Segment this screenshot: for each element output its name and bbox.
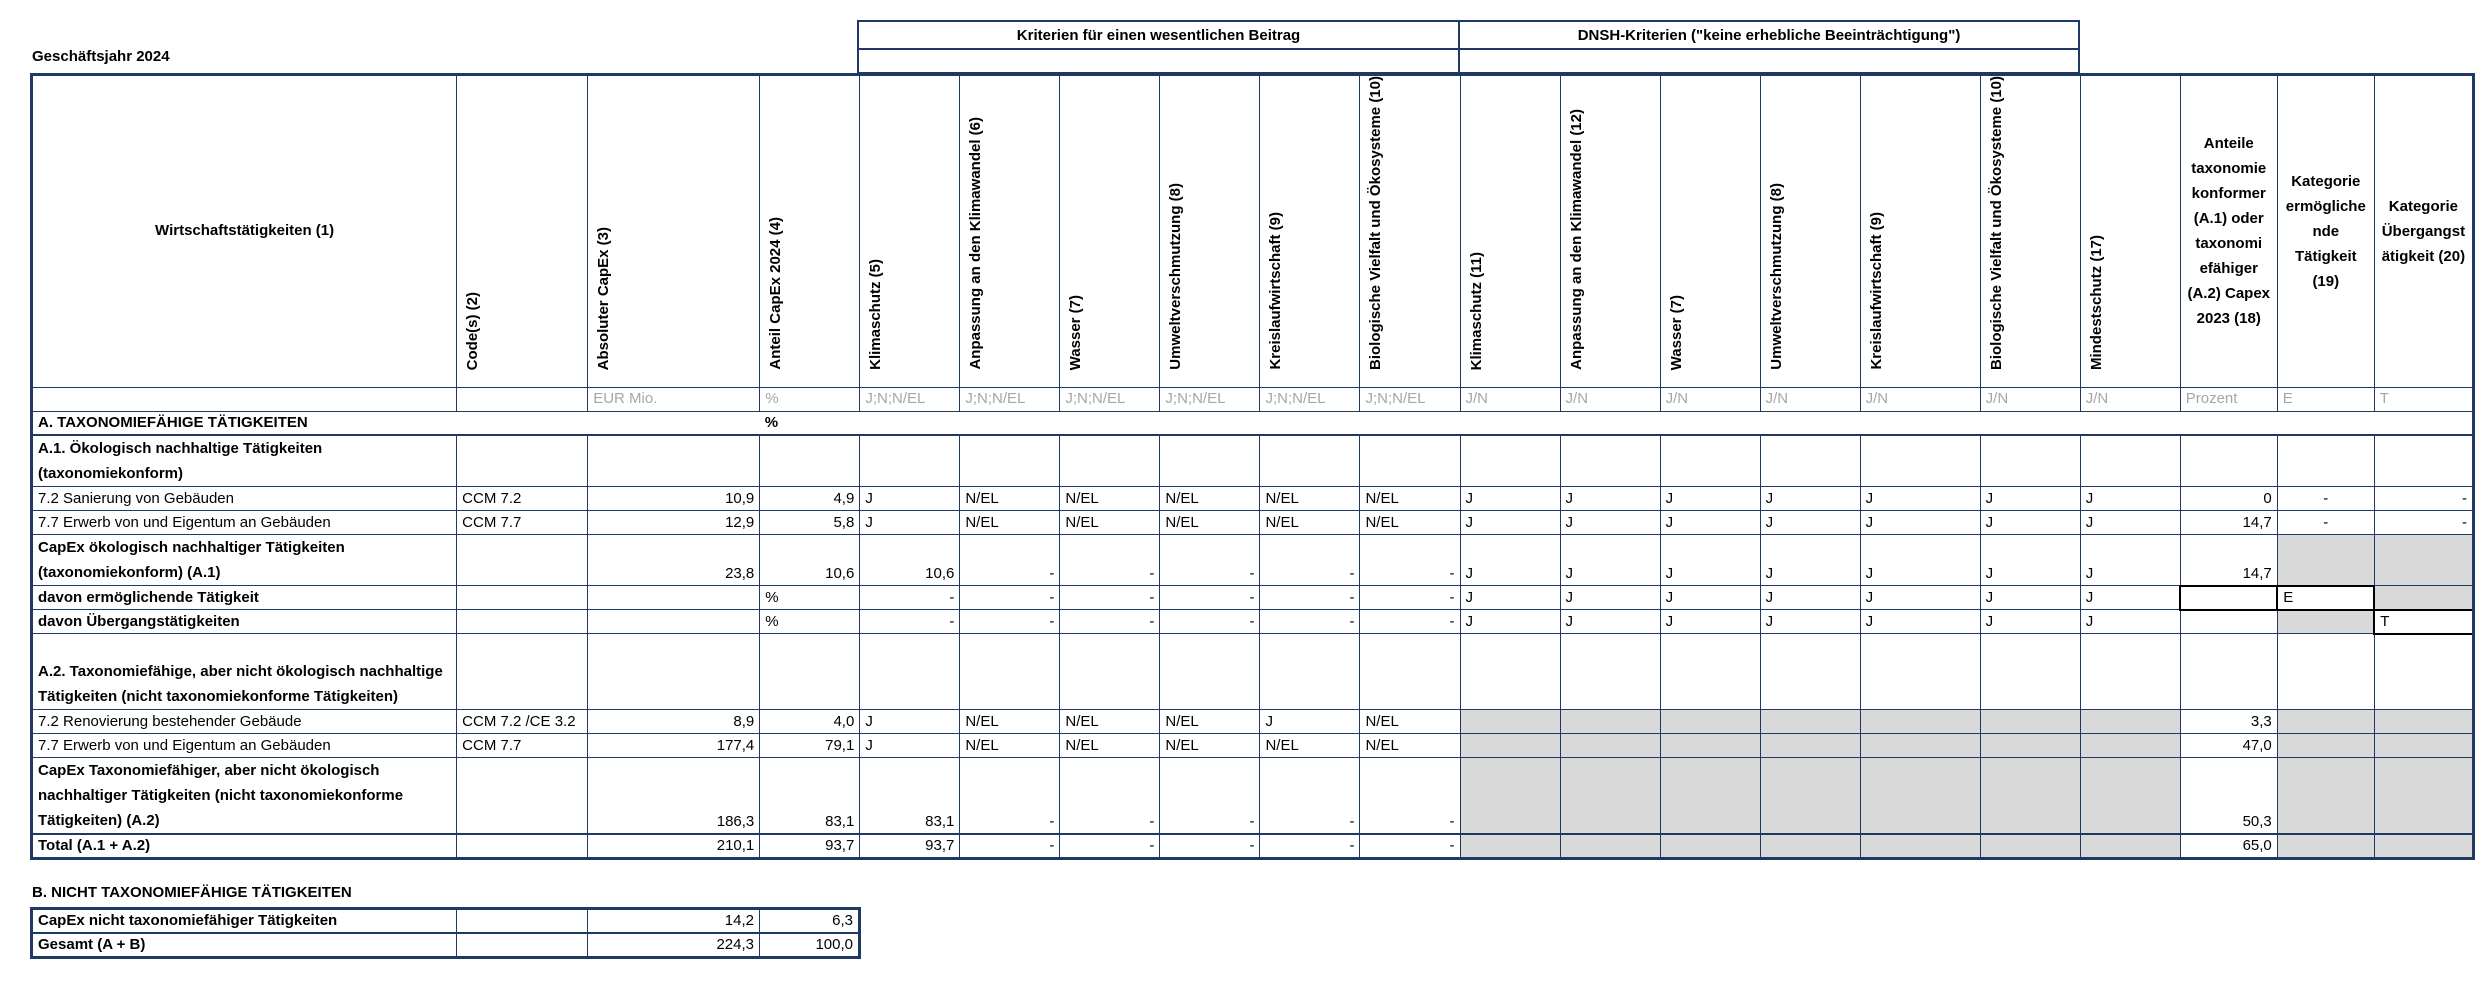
b-total-label: Gesamt (A + B) [32,933,457,958]
activity-name: 7.2 Sanierung von Gebäuden [32,487,457,511]
dnsh-gray-cell [1560,734,1660,758]
activity-share-prev: 3,3 [2180,710,2277,734]
col-d12: Anpassung an den Klimawandel (12) [1560,75,1660,388]
a1-total-d11: J [1460,535,1560,586]
criterion-value: N/EL [960,734,1060,758]
col-d16: Biologische Vielfalt und Ökosysteme (10) [1980,75,2080,388]
criterion-value: N/EL [1060,710,1160,734]
criterion-value: N/EL [1160,511,1260,535]
unit-d12: J/N [1560,387,1660,411]
transition-c5: - [860,610,960,634]
criterion-value: J [860,511,960,535]
total-c9: - [1260,834,1360,859]
a2-total-c10: - [1360,758,1460,835]
transition-d12: J [1560,610,1660,634]
col-d11: Klimaschutz (11) [1460,75,1560,388]
activity-share-prev: 14,7 [2180,511,2277,535]
unit-c6: J;N;N/EL [960,387,1060,411]
activity-name: 7.2 Renovierung bestehender Gebäude [32,710,457,734]
a1-total-d13: J [1660,535,1760,586]
col-c6: Anpassung an den Klimawandel (6) [960,75,1060,388]
dnsh-value: J [1660,511,1760,535]
a1-total-c9: - [1260,535,1360,586]
criterion-value: N/EL [960,511,1060,535]
enabling-d16: J [1980,586,2080,610]
enabling-c8: - [1160,586,1260,610]
unit-d14: J/N [1760,387,1860,411]
total-c7: - [1060,834,1160,859]
transition-t: T [2374,610,2473,634]
a2-total-row [32,758,2474,835]
a1-total-d16: J [1980,535,2080,586]
criterion-value: N/EL [960,710,1060,734]
activity-code: CCM 7.2 /CE 3.2 [457,710,588,734]
dnsh-gray-cell [1860,710,1980,734]
dnsh-value: J [1760,511,1860,535]
taxonomy-capex-table [30,73,2475,860]
criterion-value: N/EL [1360,487,1460,511]
a2-total-label: CapEx Taxonomiefähiger, aber nicht ökologisch nachhaltiger Tätigkeiten (nicht taxonomiekonforme Tätigkeiten) (A.2) [32,758,457,835]
section-a-pct: % [760,411,2474,435]
dnsh-gray-cell [1460,734,1560,758]
dnsh-gray-cell [1560,710,1660,734]
activity-share-prev: 0 [2180,487,2277,511]
col-d14: Umweltverschmutzung (8) [1760,75,1860,388]
col-d15: Kreislaufwirtschaft (9) [1860,75,1980,388]
transition-c7: - [1060,610,1160,634]
transition-d11: J [1460,610,1560,634]
activity-name: 7.7 Erwerb von und Eigentum an Gebäuden [32,511,457,535]
enabling-share: % [760,586,860,610]
b-capex-abs: 14,2 [588,909,760,934]
transition-d17: J [2080,610,2180,634]
unit-d17: J/N [2080,387,2180,411]
criterion-value: N/EL [1060,487,1160,511]
criterion-value: N/EL [1060,734,1160,758]
unit-c8: J;N;N/EL [1160,387,1260,411]
a2-total-c6: - [960,758,1060,835]
activity-code: CCM 7.7 [457,511,588,535]
a1-total-share: 10,6 [760,535,860,586]
enabling-d15: J [1860,586,1980,610]
transition-gray-cell [2374,710,2473,734]
transition-row [32,610,2474,634]
dnsh-value: J [1560,511,1660,535]
transition-label: davon Übergangstätigkeiten [32,610,457,634]
a1-total-c7: - [1060,535,1160,586]
section-a-title: A. TAXONOMIEFÄHIGE TÄTIGKEITEN [32,411,760,435]
col-transition: Kategorie Übergangst ätigkeit (20) [2374,75,2473,388]
header-row [32,75,2474,388]
dnsh-value: J [1860,511,1980,535]
unit-transition: T [2374,387,2473,411]
enabling-gray-cell [2277,710,2374,734]
table-row [32,487,2474,511]
activity-share-capex: 4,9 [760,487,860,511]
enabling-c7: - [1060,586,1160,610]
activity-share-capex: 5,8 [760,511,860,535]
criterion-value: N/EL [1360,511,1460,535]
col-activity: Wirtschaftstätigkeiten (1) [32,75,457,388]
activity-abs-capex: 177,4 [588,734,760,758]
a1-total-c6: - [960,535,1060,586]
activity-abs-capex: 8,9 [588,710,760,734]
criterion-value: J [1260,710,1360,734]
transition-d14: J [1760,610,1860,634]
b-total-row [32,933,860,958]
b-capex-label: CapEx nicht taxonomiefähiger Tätigkeiten [32,909,457,934]
section-b-table [30,907,861,959]
dnsh-gray-cell [2080,710,2180,734]
a1-total-d15: J [1860,535,1980,586]
enabling-d14: J [1760,586,1860,610]
table-row [32,511,2474,535]
col-abs-capex: Absoluter CapEx (3) [588,75,760,388]
enabling-c6: - [960,586,1060,610]
table-row [32,734,2474,758]
col-d17: Mindestschutz (17) [2080,75,2180,388]
total-abs: 210,1 [588,834,760,859]
col-enabling: Kategorie ermögliche nde Tätigkeit (19) [2277,75,2374,388]
unit-share: % [760,387,860,411]
total-c8: - [1160,834,1260,859]
activity-transition: - [2374,511,2473,535]
transition-d15: J [1860,610,1980,634]
enabling-d13: J [1660,586,1760,610]
total-c6: - [960,834,1060,859]
activity-code: CCM 7.2 [457,487,588,511]
transition-c9: - [1260,610,1360,634]
unit-c7: J;N;N/EL [1060,387,1160,411]
col-c8: Umweltverschmutzung (8) [1160,75,1260,388]
unit-d15: J/N [1860,387,1980,411]
col-code: Code(s) (2) [457,75,588,388]
activity-enabling: - [2277,487,2374,511]
total-prev: 65,0 [2180,834,2277,859]
criterion-value: N/EL [960,487,1060,511]
a2-total-c5: 83,1 [860,758,960,835]
section-a2-row [32,634,2474,710]
b-total-abs: 224,3 [588,933,760,958]
enabling-e: E [2277,586,2374,610]
transition-c6: - [960,610,1060,634]
section-a1-row [32,435,2474,487]
criterion-value: N/EL [1260,511,1360,535]
dnsh-value: J [1760,487,1860,511]
dnsh-value: J [2080,511,2180,535]
enabling-c9: - [1260,586,1360,610]
dnsh-gray-cell [1860,734,1980,758]
dnsh-value: J [1660,487,1760,511]
col-share-prev: Anteile taxonomie konformer (A.1) oder taxonomi efähiger (A.2) Capex 2023 (18) [2180,75,2277,388]
fiscal-year-label: Geschäftsjahr 2024 [32,48,170,65]
col-c7: Wasser (7) [1060,75,1160,388]
dnsh-value: J [1860,487,1980,511]
activity-share-prev: 47,0 [2180,734,2277,758]
group-header-contribution-sub [857,48,1460,74]
dnsh-gray-cell [2080,734,2180,758]
criterion-value: N/EL [1060,511,1160,535]
a2-total-c8: - [1160,758,1260,835]
criterion-value: J [860,734,960,758]
dnsh-gray-cell [1660,734,1760,758]
col-c5: Klimaschutz (5) [860,75,960,388]
unit-c5: J;N;N/EL [860,387,960,411]
criterion-value: N/EL [1260,734,1360,758]
unit-c9: J;N;N/EL [1260,387,1360,411]
col-c9: Kreislaufwirtschaft (9) [1260,75,1360,388]
total-label: Total (A.1 + A.2) [32,834,457,859]
criterion-value: N/EL [1160,710,1260,734]
a1-total-d14: J [1760,535,1860,586]
a1-total-prev: 14,7 [2180,535,2277,586]
section-a1-title: A.1. Ökologisch nachhaltige Tätigkeiten (taxonomiekonform) [32,435,457,487]
a2-total-c7: - [1060,758,1160,835]
enabling-gray-cell [2277,734,2374,758]
dnsh-value: J [1560,487,1660,511]
enabling-c10: - [1360,586,1460,610]
transition-gray-cell [2374,734,2473,758]
unit-prev: Prozent [2180,387,2277,411]
enabling-label: davon ermöglichende Tätigkeit [32,586,457,610]
total-c5: 93,7 [860,834,960,859]
total-share: 93,7 [760,834,860,859]
dnsh-gray-cell [1760,710,1860,734]
activity-code: CCM 7.7 [457,734,588,758]
unit-c10: J;N;N/EL [1360,387,1460,411]
a1-total-d17: J [2080,535,2180,586]
activity-share-capex: 79,1 [760,734,860,758]
criterion-value: N/EL [1160,734,1260,758]
total-c10: - [1360,834,1460,859]
a1-total-c5: 10,6 [860,535,960,586]
col-c10: Biologische Vielfalt und Ökosysteme (10) [1360,75,1460,388]
group-header-dnsh: DNSH-Kriterien ("keine erhebliche Beeinträchtigung") [1458,20,2080,50]
activity-abs-capex: 10,9 [588,487,760,511]
dnsh-value: J [2080,487,2180,511]
dnsh-gray-cell [1660,710,1760,734]
total-row [32,834,2474,859]
table-row [32,710,2474,734]
a1-total-c10: - [1360,535,1460,586]
b-capex-share: 6,3 [760,909,860,934]
criterion-value: J [860,710,960,734]
dnsh-value: J [1460,511,1560,535]
unit-row [32,387,2474,411]
b-capex-row [32,909,860,934]
enabling-row [32,586,2474,610]
transition-d16: J [1980,610,2080,634]
transition-share: % [760,610,860,634]
dnsh-value: J [1980,487,2080,511]
a1-total-label: CapEx ökologisch nachhaltiger Tätigkeiten (taxonomiekonform) (A.1) [32,535,457,586]
section-a-row [32,411,2474,435]
criterion-value: N/EL [1160,487,1260,511]
group-header-contribution: Kriterien für einen wesentlichen Beitrag [857,20,1460,50]
col-share-capex: Anteil CapEx 2024 (4) [760,75,860,388]
enabling-d12: J [1560,586,1660,610]
a2-total-prev: 50,3 [2180,758,2277,835]
a2-total-c9: - [1260,758,1360,835]
a2-total-share: 83,1 [760,758,860,835]
a1-total-c8: - [1160,535,1260,586]
unit-d11: J/N [1460,387,1560,411]
criterion-value: N/EL [1360,734,1460,758]
activity-name: 7.7 Erwerb von und Eigentum an Gebäuden [32,734,457,758]
activity-transition: - [2374,487,2473,511]
enabling-c5: - [860,586,960,610]
unit-abs: EUR Mio. [588,387,760,411]
dnsh-gray-cell [1760,734,1860,758]
dnsh-value: J [1460,487,1560,511]
b-total-share: 100,0 [760,933,860,958]
group-header-dnsh-sub [1458,48,2080,74]
a1-total-abs: 23,8 [588,535,760,586]
enabling-d17: J [2080,586,2180,610]
criterion-value: N/EL [1360,710,1460,734]
a2-total-abs: 186,3 [588,758,760,835]
col-d13: Wasser (7) [1660,75,1760,388]
dnsh-gray-cell [1460,710,1560,734]
a1-total-d12: J [1560,535,1660,586]
dnsh-value: J [1980,511,2080,535]
unit-d13: J/N [1660,387,1760,411]
unit-d16: J/N [1980,387,2080,411]
a1-total-row [32,535,2474,586]
section-a2-title: A.2. Taxonomiefähige, aber nicht ökologisch nachhaltige Tätigkeiten (nicht taxonomiekonforme Tätigkeiten) [32,634,457,710]
section-b-title: B. NICHT TAXONOMIEFÄHIGE TÄTIGKEITEN [32,884,352,901]
enabling-d11: J [1460,586,1560,610]
transition-d13: J [1660,610,1760,634]
dnsh-gray-cell [1980,734,2080,758]
transition-c10: - [1360,610,1460,634]
activity-share-capex: 4,0 [760,710,860,734]
activity-abs-capex: 12,9 [588,511,760,535]
unit-enabling: E [2277,387,2374,411]
dnsh-gray-cell [1980,710,2080,734]
activity-enabling: - [2277,511,2374,535]
criterion-value: J [860,487,960,511]
criterion-value: N/EL [1260,487,1360,511]
transition-c8: - [1160,610,1260,634]
